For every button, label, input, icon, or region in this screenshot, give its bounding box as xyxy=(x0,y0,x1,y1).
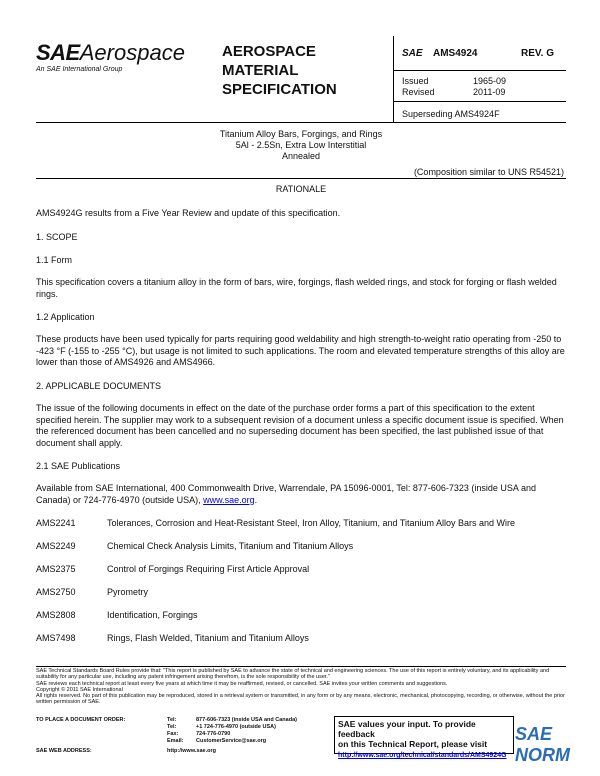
sae-address-text: Available from SAE International, 400 Commonwealth Drive, Warrendale, PA 15096-0001, Tel: 877-606-7323 (inside USA and Canada) or 724-776-4970 (outside USA), xyxy=(36,483,536,505)
standards-board-note: SAE Technical Standards Board Rules provide that: "This report is published by SAE to advance the state of technical and engineering sciences. The use of this report is entirely voluntary, and its applicability and suitability for any particular use, including any patent infringement arising therefrom, is the sole responsibility of the user." xyxy=(36,668,550,681)
document-type-title xyxy=(222,42,337,99)
composition-note: (Composition similar to UNS R54521) xyxy=(413,167,564,177)
section-2-1-heading: 2.1 SAE Publications xyxy=(36,461,121,471)
footer-legal xyxy=(36,668,566,706)
subject-line: Titanium Alloy Bars, Forgings, and Rings xyxy=(219,129,383,139)
header-divider xyxy=(393,36,394,122)
email-address[interactable]: CustomerService@sae.org xyxy=(196,738,267,744)
feedback-line: SAE values your input. To provide feedback xyxy=(338,719,476,739)
sae-norm-watermark: SAE NORM xyxy=(515,724,570,765)
header-rule xyxy=(393,101,566,102)
section-1-heading: 1. SCOPE xyxy=(36,232,78,242)
ref-description: Tolerances, Corrosion and Heat-Resistant Steel, Iron Alloy, Titanium, and Titanium Alloy Bars and Wire xyxy=(107,518,516,528)
title-line: MATERIAL xyxy=(222,62,299,79)
fax-number: 724-776-0790 xyxy=(196,731,231,737)
section-2-heading: 2. APPLICABLE DOCUMENTS xyxy=(36,381,162,391)
ref-description: Chemical Check Analysis Limits, Titanium and Titanium Alloys xyxy=(107,541,354,551)
email-label: Email: xyxy=(167,738,184,744)
ref-code: AMS2241 xyxy=(36,518,76,528)
web-address[interactable]: http://www.sae.org xyxy=(167,748,216,754)
revised-date: 2011-09 xyxy=(473,87,506,97)
ref-code: AMS2750 xyxy=(36,587,76,597)
rationale-text: AMS4924G results from a Five Year Review and update of this specification. xyxy=(36,208,341,218)
ref-code: AMS7498 xyxy=(36,633,76,643)
section-1-2-text: These products have been used typically for parts requiring good weldability and high strength-to-weight ratio operating from -250 to -423 °F (-155 to -255 °C), but usage is not limited to such applications. The room and elevated temperature strengths of this alloy are lower than those of AMS4926 and AMS4966. xyxy=(36,334,565,367)
logo-subtitle: An SAE International Group xyxy=(36,66,123,73)
subject-rule xyxy=(36,178,566,179)
tel-domestic: 877-606-7323 (inside USA and Canada) xyxy=(196,717,297,723)
copyright-line: Copyright © 2011 SAE International xyxy=(36,686,123,693)
title-line: AEROSPACE xyxy=(222,43,316,60)
document-number: AMS4924 xyxy=(433,48,478,59)
superseding-note: Superseding AMS4924F xyxy=(402,109,500,119)
header-rule xyxy=(393,70,566,71)
rationale-heading: RATIONALE xyxy=(275,184,327,194)
section-1-1-heading: 1.1 Form xyxy=(36,255,73,265)
feedback-box xyxy=(334,716,514,759)
logo-sae-text: SAE xyxy=(36,40,80,65)
issued-date: 1965-09 xyxy=(473,76,507,86)
tel-label: Tel: xyxy=(167,717,177,723)
sentence-end: . xyxy=(254,494,258,505)
sae-website-link[interactable]: www.sae.org xyxy=(203,494,255,505)
revised-label: Revised xyxy=(402,87,435,97)
ref-description: Control of Forgings Requiring First Article Approval xyxy=(107,564,310,574)
ref-code: AMS2249 xyxy=(36,541,76,551)
section-1-2-heading: 1.2 Application xyxy=(36,312,95,322)
tel-label: Tel: xyxy=(167,724,177,730)
section-1-1-text: This specification covers a titanium alloy in the form of bars, wire, forgings, flash welded rings, and stock for forging or flash welded rings. xyxy=(36,277,557,299)
logo-aerospace-text: Aerospace xyxy=(79,40,185,65)
ref-description: Pyrometry xyxy=(107,587,149,597)
subject-line: Annealed xyxy=(281,151,321,161)
issued-label: Issued xyxy=(402,76,429,86)
subject-block xyxy=(36,129,566,162)
fax-label: Fax: xyxy=(167,731,179,737)
rights-note: All rights reserved. No part of this publication may be reproduced, stored in a retrieval system or transmitted, in any form or by any means, electronic, mechanical, photocopying, recording, or otherwise, without the prior written permission of SAE. xyxy=(36,693,565,706)
sae-aerospace-logo xyxy=(36,40,185,66)
order-label: TO PLACE A DOCUMENT ORDER: xyxy=(36,717,126,723)
sae-mark: SAE xyxy=(402,48,423,59)
feedback-link[interactable]: http://www.sae.org/technical/standards/AMS4924G xyxy=(338,752,507,759)
feedback-line: on this Technical Report, please visit xyxy=(338,739,488,749)
footer-rule xyxy=(36,666,566,667)
ref-code: AMS2375 xyxy=(36,564,76,574)
title-line: SPECIFICATION xyxy=(222,81,337,98)
section-2-1-text xyxy=(36,483,566,506)
ref-description: Identification, Forgings xyxy=(107,610,198,620)
section-2-text: The issue of the following documents in effect on the date of the purchase order forms a part of this specification to the extent specified herein. The supplier may work to a subsequent revision of a document unless a specific document issue is specified. When the referenced document has been cancelled and no superseding document has been specified, the last published issue of that document shall apply. xyxy=(36,403,564,448)
tel-international: +1 724-776-4970 (outside USA) xyxy=(196,724,276,730)
web-label: SAE WEB ADDRESS: xyxy=(36,748,92,754)
header-bottom-rule xyxy=(36,122,566,123)
revision-label: REV. G xyxy=(521,48,554,59)
ref-code: AMS2808 xyxy=(36,610,76,620)
ref-description: Rings, Flash Welded, Titanium and Titanium Alloys xyxy=(107,633,309,643)
review-note: SAE reviews each technical report at least every five years at which time it may be reaffirmed, revised, or cancelled. SAE invites your written comments and suggestions. xyxy=(36,680,448,687)
subject-line: 5Al - 2.5Sn, Extra Low Interstitial xyxy=(235,140,367,150)
